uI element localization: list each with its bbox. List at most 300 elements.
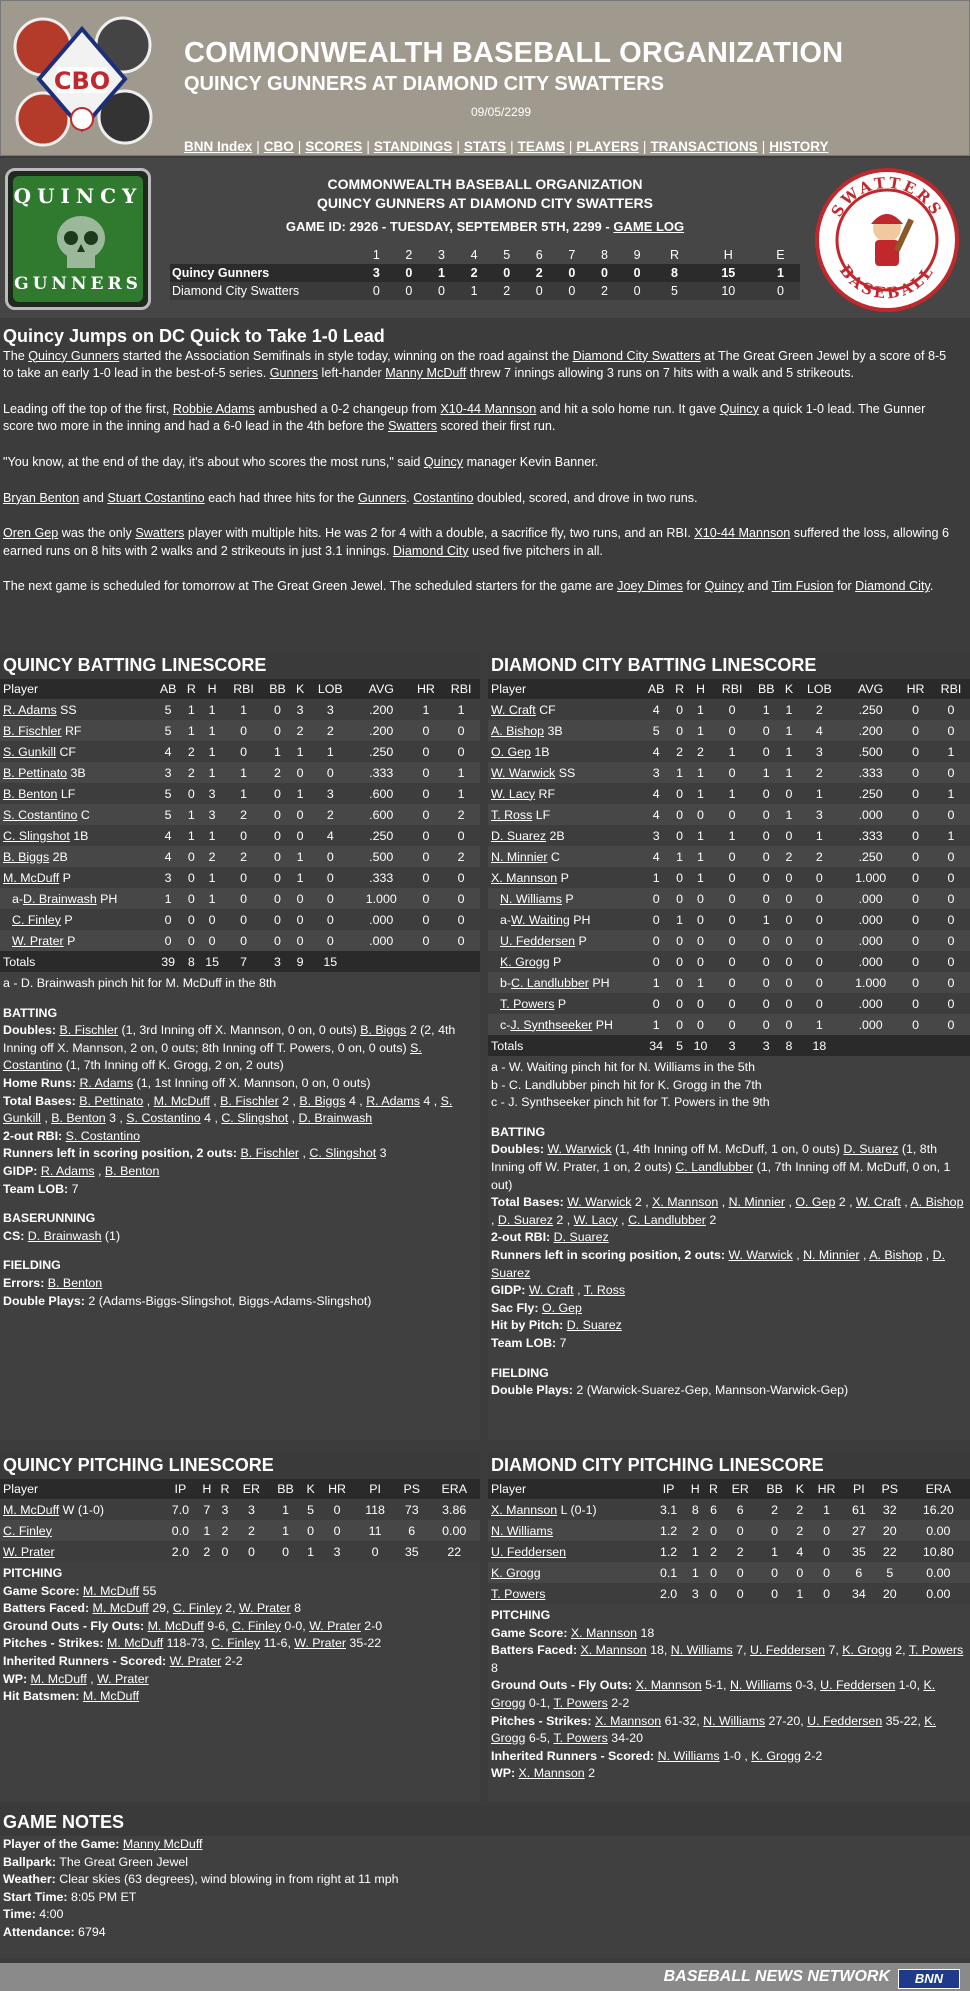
player-link[interactable]: W. Craft — [491, 702, 536, 717]
player-link[interactable]: T. Powers — [553, 1731, 608, 1746]
notes-heading: FIELDING — [491, 1365, 549, 1380]
player-link[interactable]: C. Slingshot — [221, 1111, 289, 1126]
table-header — [488, 1479, 970, 1499]
player-link[interactable]: W. Prater — [169, 1653, 222, 1668]
player-link[interactable]: M. McDuff — [107, 1636, 164, 1651]
player-link[interactable]: M. McDuff — [82, 1689, 140, 1704]
player-link[interactable]: Quincy — [704, 579, 744, 594]
player-link[interactable]: W. Warwick — [728, 1247, 793, 1262]
stat-cell: 3 — [200, 783, 225, 804]
player-link[interactable]: U. Feddersen — [749, 1643, 826, 1658]
player-link[interactable]: C. Slingshot — [3, 828, 70, 843]
quincy-pitching-notes — [0, 1562, 480, 1709]
stat-cell: 0 — [410, 783, 443, 804]
player-link[interactable]: Gunners — [269, 366, 319, 381]
player-link[interactable]: B. Biggs — [299, 1093, 346, 1108]
note-label: Batters Faced: — [491, 1643, 578, 1658]
player-link[interactable]: X10-44 Mannson — [694, 526, 791, 541]
player-link[interactable]: D. Brainwash — [27, 1228, 102, 1243]
inning-score: 0 — [776, 284, 784, 298]
player-link[interactable]: B. Fischler — [59, 1023, 118, 1038]
player-link[interactable]: R. Adams — [40, 1163, 95, 1178]
player-link[interactable]: D. Suarez — [497, 1212, 553, 1227]
player-link[interactable]: X. Mannson — [570, 1625, 638, 1640]
player-link[interactable]: W. Lacy — [491, 786, 536, 801]
player-link[interactable]: X. Mannson — [595, 1713, 662, 1728]
nav-link[interactable]: HISTORY — [769, 139, 829, 154]
player-link[interactable]: K. Grogg — [491, 1713, 936, 1746]
player-link[interactable]: R. Adams — [79, 1075, 134, 1090]
game-log-link[interactable]: GAME LOG — [613, 219, 685, 234]
column-header: H — [686, 1479, 704, 1499]
column-header: H — [688, 679, 713, 699]
totals-row — [0, 951, 480, 972]
player-link[interactable]: S. Costantino — [3, 1040, 422, 1073]
stat-cell: 0 — [932, 1014, 970, 1035]
stat-cell: 0 — [225, 930, 263, 951]
player-link[interactable]: C. Landlubber — [628, 1212, 706, 1227]
story-paragraph: The next game is scheduled for tomorrow at The Great Green Jewel. The scheduled starters for the game are Joey Dimes for Quincy and Tim Fusion for Diamond City. — [3, 579, 934, 594]
stat-cell: 0 — [225, 867, 263, 888]
stat-cell: 0 — [671, 1014, 687, 1035]
table-row — [488, 783, 970, 804]
stat-cell: 2 — [688, 741, 713, 762]
note-line: GIDP: W. Craft , T. Ross — [491, 1283, 626, 1298]
player-link[interactable]: B. Biggs — [360, 1023, 407, 1038]
stat-cell: Totals — [0, 951, 153, 972]
stat-cell: 1 — [688, 825, 713, 846]
player-link[interactable]: K. Grogg — [491, 1565, 541, 1580]
player-link[interactable]: J. Synthseeker — [510, 1017, 593, 1032]
stat-cell: 0 — [262, 909, 292, 930]
note-label: Weather: — [3, 1872, 56, 1887]
stat-cell: 18 — [797, 1035, 843, 1056]
player-link[interactable]: B. Benton — [3, 786, 58, 801]
player-link[interactable]: W. Waiting — [511, 912, 570, 927]
stat-cell: 1 — [781, 720, 796, 741]
stat-cell: 0 — [808, 1583, 845, 1604]
table-row — [488, 804, 970, 825]
stat-cell: 0 — [932, 720, 970, 741]
player-cell: b-C. Landlubber PH — [488, 972, 641, 993]
player-link[interactable]: S. Gunkill — [3, 1093, 453, 1126]
stat-cell: 0 — [410, 909, 443, 930]
stat-cell: 0 — [262, 930, 292, 951]
player-link[interactable]: X. Mannson — [518, 1766, 585, 1781]
player-link[interactable]: Diamond City — [855, 579, 930, 594]
dc-batting-box — [488, 652, 970, 1440]
stat-cell: 2 — [797, 846, 843, 867]
nav-link[interactable]: SCORES — [305, 139, 363, 154]
stat-cell: 0 — [200, 909, 225, 930]
nav-link[interactable]: STANDINGS — [373, 139, 453, 154]
player-cell: N. Williams P — [488, 888, 641, 909]
stat-cell — [842, 1035, 899, 1056]
column-header: BB — [751, 679, 781, 699]
player-link[interactable]: A. Bishop — [491, 723, 545, 738]
note-label: Total Bases: — [3, 1093, 76, 1108]
stat-cell: 0 — [899, 762, 932, 783]
stat-cell: 0 — [932, 909, 970, 930]
inning-score: 0 — [633, 266, 641, 280]
player-link[interactable]: B. Pettinato — [3, 765, 68, 780]
inning-score: 0 — [633, 284, 641, 298]
stat-cell: 1 — [442, 783, 480, 804]
nav-separator: | — [642, 139, 647, 154]
player-link[interactable]: X. Mannson — [491, 1502, 558, 1517]
stat-cell: 3 — [153, 867, 183, 888]
player-link[interactable]: W. Craft — [856, 1195, 901, 1210]
inning-score: 15 — [721, 266, 736, 280]
player-link[interactable]: Oren Gep — [3, 526, 59, 541]
stat-cell: 0 — [713, 888, 751, 909]
note-label: WP: — [491, 1766, 516, 1781]
player-link[interactable]: C. Finley — [211, 1636, 261, 1651]
stat-cell: 1 — [641, 867, 671, 888]
scoreboard-title: COMMONWEALTH BASEBALL ORGANIZATION — [327, 176, 643, 192]
note-line: Double Plays: 2 (Adams-Biggs-Slingshot, Biggs-Adams-Slingshot) — [3, 1293, 372, 1308]
stat-cell: 0 — [183, 909, 199, 930]
stat-cell: 0 — [262, 846, 292, 867]
player-cell — [488, 1520, 651, 1541]
table-header — [0, 679, 480, 699]
note-line: Batters Faced: X. Mannson 18, N. Williams 7, U. Feddersen 7, K. Grogg 2, T. Powers 8 — [491, 1643, 964, 1675]
stat-cell: 0 — [932, 972, 970, 993]
stat-cell: 1 — [797, 783, 843, 804]
stat-cell: 1 — [442, 762, 480, 783]
page-header — [0, 0, 970, 156]
player-link[interactable]: Diamond City — [392, 543, 469, 558]
stat-cell: 0 — [293, 930, 308, 951]
player-link[interactable]: W. Lacy — [573, 1212, 618, 1227]
player-link[interactable]: C. Finley — [12, 912, 61, 927]
nav-link[interactable]: TEAMS — [517, 139, 565, 154]
column-header: RBI — [713, 679, 751, 699]
player-link[interactable]: U. Feddersen — [807, 1713, 883, 1728]
player-link[interactable]: B. Pettinato — [79, 1093, 144, 1108]
stat-cell: 0 — [899, 909, 932, 930]
stat-cell: 0 — [225, 909, 263, 930]
stat-cell: 0 — [153, 930, 183, 951]
player-link[interactable]: B. Biggs — [3, 849, 50, 864]
player-link[interactable]: C. Finley — [3, 1523, 52, 1538]
note-line: Ground Outs - Fly Outs: X. Mannson 5-1, N. Williams 0-3, U. Feddersen 1-0, K. Grogg 0-1, T. Powers 2-2 — [491, 1678, 936, 1710]
player-link[interactable]: T. Ross — [583, 1283, 626, 1298]
player-link[interactable]: N. Williams — [729, 1678, 792, 1693]
column-header: 6 — [535, 248, 543, 262]
dc-pitching-box — [488, 1452, 970, 1802]
player-link[interactable]: M. McDuff — [147, 1618, 204, 1633]
bnn-logo-icon[interactable]: BNN — [898, 1969, 960, 1989]
player-cell: B. Benton LF — [0, 783, 153, 804]
player-link[interactable]: Diamond City Swatters — [572, 348, 701, 363]
player-link[interactable]: X10-44 Mannson — [440, 401, 537, 416]
player-link[interactable]: T. Powers — [908, 1643, 964, 1658]
stat-cell: 5 — [153, 783, 183, 804]
player-link[interactable]: Swatters — [388, 419, 438, 434]
stat-cell: 11 — [355, 1520, 395, 1541]
player-link[interactable]: Stuart Costantino — [107, 490, 205, 505]
note-line: Team LOB: 7 — [491, 1335, 567, 1350]
player-cell — [488, 1562, 651, 1583]
player-link[interactable]: D. Suarez — [566, 1318, 622, 1333]
player-link[interactable]: N. Williams — [491, 1523, 553, 1538]
player-link[interactable]: D. Brainwash — [298, 1111, 373, 1126]
player-link[interactable]: S. Costantino — [65, 1128, 141, 1143]
player-cell: X. Mannson P — [488, 867, 641, 888]
player-link[interactable]: T. Ross — [491, 807, 533, 822]
player-link[interactable]: W. Warwick — [491, 765, 556, 780]
player-link[interactable]: C. Finley — [172, 1601, 222, 1616]
column-header: RBI — [932, 679, 970, 699]
player-link[interactable]: X. Mannson — [580, 1643, 647, 1658]
stat-cell: 1 — [751, 762, 781, 783]
player-link[interactable]: W. Prater — [12, 933, 64, 948]
player-cell — [0, 1541, 163, 1562]
player-link[interactable]: T. Powers — [491, 1586, 546, 1601]
stat-cell: 0 — [932, 762, 970, 783]
stat-cell: 1 — [641, 972, 671, 993]
player-link[interactable]: N. Minnier — [491, 849, 548, 864]
player-link[interactable]: A. Bishop — [910, 1195, 964, 1210]
column-header: ER — [234, 1479, 269, 1499]
stat-cell — [353, 951, 410, 972]
stat-cell: 1 — [200, 720, 225, 741]
player-link[interactable]: N. Minnier — [728, 1195, 786, 1210]
player-link[interactable]: M. McDuff — [92, 1601, 149, 1616]
stat-cell: 0 — [293, 825, 308, 846]
player-link[interactable]: Quincy Gunners — [28, 348, 120, 363]
stat-cell: 3 — [308, 699, 353, 720]
player-link[interactable]: Bryan Benton — [3, 490, 80, 505]
stat-cell: 35 — [395, 1541, 428, 1562]
stat-cell: 8 — [183, 951, 199, 972]
player-link[interactable]: A. Bishop — [869, 1247, 923, 1262]
player-link[interactable]: W. Prater — [309, 1618, 361, 1633]
stat-cell: .000 — [842, 804, 899, 825]
player-link[interactable]: B. Benton — [51, 1111, 106, 1126]
player-link[interactable]: D. Suarez — [843, 1142, 899, 1157]
stat-cell: 1 — [200, 825, 225, 846]
stat-cell: 34 — [845, 1583, 873, 1604]
player-link[interactable]: M. McDuff — [3, 1502, 60, 1517]
player-link[interactable]: O. Gep — [491, 744, 531, 759]
stat-cell: 0 — [671, 783, 687, 804]
player-link[interactable]: C. Landlubber — [511, 975, 589, 990]
stat-cell: 2 — [308, 720, 353, 741]
player-cell: K. Grogg P — [488, 951, 641, 972]
player-link[interactable]: M. McDuff — [153, 1093, 210, 1108]
player-link[interactable]: B. Fischler — [3, 723, 62, 738]
stat-cell: 0.00 — [907, 1583, 970, 1604]
stat-cell: 0 — [308, 762, 353, 783]
nav-link[interactable]: STATS — [463, 139, 507, 154]
stat-cell: 5 — [153, 804, 183, 825]
player-link[interactable]: S. Costantino — [126, 1111, 201, 1126]
player-link[interactable]: K. Grogg — [500, 954, 550, 969]
dc-batting-table — [488, 679, 970, 1056]
player-link[interactable]: K. Grogg — [491, 1678, 936, 1710]
note-line: GIDP: R. Adams , B. Benton — [3, 1163, 160, 1178]
player-link[interactable]: Tim Fusion — [771, 579, 834, 594]
column-header: K — [781, 679, 796, 699]
player-link[interactable]: D. Brainwash — [23, 891, 97, 906]
stat-cell: 20 — [873, 1583, 907, 1604]
player-link[interactable]: Robbie Adams — [172, 401, 255, 416]
column-header: HR — [808, 1479, 845, 1499]
quincy-gunners-logo-icon: QUINCY GUNNERS — [5, 168, 151, 310]
stat-cell: 0 — [808, 1562, 845, 1583]
nav-link[interactable]: CBO — [263, 139, 294, 154]
note-label: Hit by Pitch: — [491, 1318, 564, 1333]
player-link[interactable]: U. Feddersen — [500, 933, 576, 948]
player-link[interactable]: N. Minnier — [803, 1247, 860, 1262]
line-score-header — [170, 246, 800, 264]
player-link[interactable]: K. Grogg — [842, 1643, 892, 1658]
story-paragraph: "You know, at the end of the day, it's about who scores the most runs," said Quincy manager Kevin Banner. — [3, 454, 599, 469]
player-link[interactable]: O. Gep — [541, 1300, 582, 1315]
stat-cell: 4 — [153, 741, 183, 762]
stat-cell: .500 — [353, 846, 410, 867]
stat-cell: .000 — [353, 930, 410, 951]
player-link[interactable]: D. Suarez — [553, 1230, 609, 1245]
stat-cell: 0 — [797, 993, 843, 1014]
stat-cell: 2 — [797, 699, 843, 720]
player-link[interactable]: B. Fischler — [220, 1093, 279, 1108]
player-link[interactable]: W. Craft — [528, 1283, 574, 1298]
stat-cell: 0 — [751, 972, 781, 993]
player-link[interactable]: W. Prater — [294, 1636, 346, 1651]
game-notes — [0, 1836, 970, 1945]
player-link[interactable]: R. Adams — [366, 1093, 420, 1108]
column-header — [170, 246, 360, 264]
player-link[interactable]: W. Prater — [97, 1671, 149, 1686]
player-link[interactable]: X. Mannson — [635, 1678, 702, 1693]
player-link[interactable]: B. Fischler — [240, 1146, 300, 1161]
note-line: Game Score: M. McDuff 55 — [3, 1583, 157, 1598]
column-header: ERA — [428, 1479, 480, 1499]
player-link[interactable]: N. Williams — [500, 891, 562, 906]
player-link[interactable]: M. McDuff — [30, 1671, 87, 1686]
player-link[interactable]: B. Benton — [104, 1163, 160, 1178]
player-link[interactable]: D. Suarez — [491, 828, 547, 843]
player-link[interactable]: W. Warwick — [547, 1142, 612, 1157]
player-link[interactable]: C. Landlubber — [675, 1159, 754, 1174]
player-link[interactable]: U. Feddersen — [491, 1544, 567, 1559]
player-link[interactable]: T. Powers — [553, 1695, 608, 1710]
player-link[interactable]: Swatters — [135, 526, 185, 541]
stat-cell: .333 — [353, 867, 410, 888]
player-link[interactable]: K. Grogg — [751, 1748, 801, 1763]
column-header: K — [293, 679, 308, 699]
player-link[interactable]: D. Suarez — [491, 1247, 945, 1280]
stat-cell: 1 — [688, 762, 713, 783]
player-link[interactable]: Quincy — [423, 454, 464, 469]
player-link[interactable]: S. Costantino — [3, 807, 78, 822]
player-link[interactable]: T. Powers — [500, 996, 555, 1011]
player-link[interactable]: O. Gep — [795, 1195, 836, 1210]
table-header — [0, 1479, 480, 1499]
stat-cell: 0 — [899, 888, 932, 909]
player-link[interactable]: N. Williams — [657, 1748, 720, 1763]
player-link[interactable]: N. Williams — [670, 1643, 733, 1658]
stat-cell: 0 — [899, 1014, 932, 1035]
player-link[interactable]: Manny McDuff — [385, 366, 467, 381]
player-link[interactable]: W. Prater — [239, 1601, 291, 1616]
player-cell: U. Feddersen P — [488, 930, 641, 951]
stat-cell: 0 — [671, 993, 687, 1014]
player-link[interactable]: N. Williams — [703, 1713, 766, 1728]
stat-cell: 0 — [410, 930, 443, 951]
player-link[interactable]: W. Prater — [3, 1544, 55, 1559]
stat-cell: 3 — [686, 1583, 704, 1604]
stat-cell: 0.00 — [428, 1520, 480, 1541]
stat-cell: 3 — [216, 1499, 234, 1520]
nav-link[interactable]: PLAYERS — [576, 139, 639, 154]
player-link[interactable]: M. McDuff — [3, 870, 60, 885]
player-link[interactable]: X. Mannson — [491, 870, 558, 885]
stat-cell: 34 — [641, 1035, 671, 1056]
player-link[interactable]: Quincy — [719, 401, 759, 416]
section-title: DIAMOND CITY BATTING LINESCORE — [488, 652, 970, 679]
inning-score: 2 — [503, 284, 511, 298]
player-link[interactable]: M. McDuff — [82, 1583, 140, 1598]
stat-cell: 1 — [671, 762, 687, 783]
player-link[interactable]: Gunners — [357, 490, 407, 505]
stat-cell: 0 — [781, 951, 796, 972]
stat-cell: 0 — [410, 846, 443, 867]
stat-cell: 0 — [688, 804, 713, 825]
dc-batting-notes — [488, 1056, 970, 1403]
player-link[interactable]: R. Adams — [3, 702, 57, 717]
stat-cell: 0 — [671, 720, 687, 741]
nav-link[interactable]: BNN Index — [184, 139, 253, 154]
player-cell: T. Ross LF — [488, 804, 641, 825]
stat-cell: 22 — [428, 1541, 480, 1562]
column-header: BB — [758, 1479, 792, 1499]
stat-cell: 0 — [688, 930, 713, 951]
note-label: CS: — [3, 1228, 25, 1243]
stat-cell: .500 — [842, 741, 899, 762]
stat-cell: 0 — [899, 741, 932, 762]
player-link[interactable]: C. Finley — [232, 1618, 281, 1633]
player-link[interactable]: Costantino — [413, 490, 474, 505]
note-line: CS: D. Brainwash (1) — [3, 1228, 121, 1243]
player-link[interactable]: X. Mannson — [652, 1195, 719, 1210]
player-link[interactable]: S. Gunkill — [3, 744, 57, 759]
player-cell — [488, 1541, 651, 1562]
player-link[interactable]: U. Feddersen — [820, 1678, 896, 1693]
stat-cell: 3 — [797, 741, 843, 762]
stat-cell: 27 — [845, 1520, 873, 1541]
stat-cell: 4 — [641, 846, 671, 867]
column-header: ERA — [907, 1479, 970, 1499]
player-link[interactable]: W. Warwick — [567, 1195, 632, 1210]
player-link[interactable]: Joey Dimes — [617, 579, 683, 594]
stat-cell: 5 — [873, 1562, 907, 1583]
note-label: Game Score: — [491, 1625, 568, 1640]
player-link[interactable]: B. Benton — [47, 1275, 103, 1290]
player-cell: a-D. Brainwash PH — [0, 888, 153, 909]
stat-cell: 1 — [932, 741, 970, 762]
player-cell: B. Pettinato 3B — [0, 762, 153, 783]
stat-cell: 0 — [781, 930, 796, 951]
nav-link[interactable]: TRANSACTIONS — [650, 139, 758, 154]
player-link[interactable]: Manny McDuff — [122, 1837, 203, 1851]
stat-cell: 0 — [713, 804, 751, 825]
stat-cell: .250 — [842, 699, 899, 720]
player-link[interactable]: C. Slingshot — [309, 1146, 377, 1161]
